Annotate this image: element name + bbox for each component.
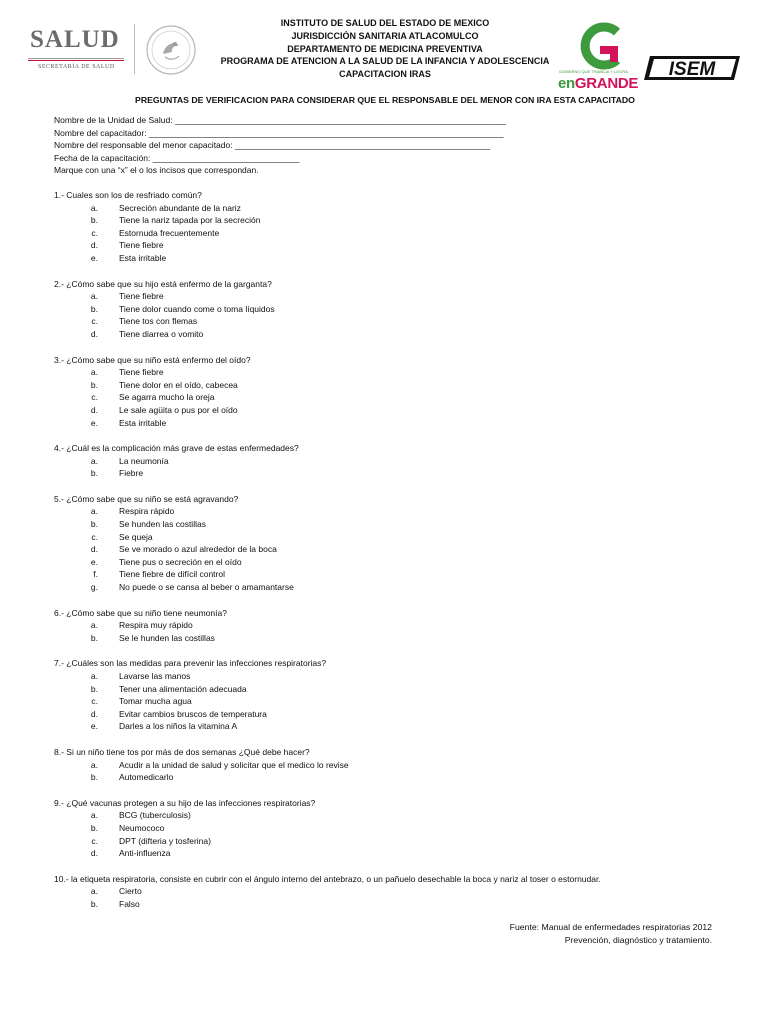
question-text: 5.- ¿Cómo sabe que su niño se está agravando? — [54, 493, 239, 504]
question-text: 3.- ¿Cómo sabe que su niño está enfermo del oído? — [54, 354, 251, 365]
engrande-en: en — [558, 75, 575, 92]
field-trainer-name: Nombre del capacitador: ___________________________________________________________________________ — [54, 127, 504, 138]
answer-option[interactable] — [54, 898, 734, 911]
option-letter: b. — [90, 468, 98, 479]
option-text: Tiene tos con flemas — [119, 316, 198, 327]
document-header — [205, 17, 565, 81]
option-text: Tiene fiebre — [119, 367, 164, 378]
answer-option[interactable] — [54, 214, 734, 227]
answer-option[interactable] — [54, 632, 734, 645]
answer-option[interactable] — [54, 455, 734, 468]
answer-option[interactable] — [54, 695, 734, 708]
option-letter: a. — [90, 886, 98, 897]
salud-logo-word: SALUD — [30, 26, 120, 53]
option-letter: a. — [90, 671, 98, 681]
answer-option[interactable] — [54, 531, 734, 544]
option-text: Se hunden las costillas — [119, 519, 206, 530]
option-text: Se ve morado o azul alrededor de la boca — [119, 544, 277, 555]
question-block — [54, 278, 734, 341]
option-text: BCG (tuberculosis) — [119, 810, 191, 821]
isem-logo-text: ISEM — [668, 59, 716, 80]
answer-option[interactable] — [54, 202, 734, 215]
option-letter: c. — [91, 835, 98, 846]
answer-option[interactable] — [54, 708, 734, 721]
question-text: 10.- la etiqueta respiratoria, consiste en cubrir con el ángulo interno del antebrazo, o un pañuelo desechable la boca y nariz al toser o estornudar. — [54, 873, 601, 884]
engrande-slogan: GOBIERNO QUE TRABAJA Y LOGRA — [559, 69, 628, 74]
option-letter: a. — [90, 759, 98, 770]
option-text: Respira rápido — [119, 506, 175, 517]
question-block — [54, 607, 734, 645]
engrande-grande: GRANDE — [574, 75, 639, 92]
question-text: 1.- Cuales son los de resfriado común? — [54, 190, 202, 200]
answer-option[interactable] — [54, 619, 734, 632]
option-letter: d. — [90, 404, 98, 415]
option-text: Tomar mucha agua — [119, 696, 192, 707]
option-letter: c. — [91, 392, 98, 403]
answer-option[interactable] — [54, 683, 734, 696]
option-letter: c. — [91, 316, 98, 327]
option-letter: b. — [90, 379, 98, 390]
option-letter: b. — [90, 519, 98, 530]
option-letter: a. — [90, 506, 98, 517]
option-text: Cierto — [119, 886, 142, 897]
answer-option[interactable] — [54, 568, 734, 581]
option-text: No puede o se cansa al beber o amamantarse — [119, 582, 294, 593]
answer-option[interactable] — [54, 543, 734, 556]
question-text: 4.- ¿Cuál es la complicación más grave de estas enfermedades? — [54, 443, 299, 454]
salud-logo — [22, 22, 132, 74]
option-text: Tiene fiebre — [119, 291, 164, 302]
option-letter: a. — [90, 810, 98, 821]
option-letter: a. — [90, 620, 98, 631]
option-letter: g. — [90, 582, 98, 593]
option-text: La neumonía — [119, 455, 169, 466]
option-text: Estornuda frecuentemente — [119, 227, 220, 238]
answer-option[interactable] — [54, 822, 734, 835]
question-text: 9.- ¿Qué vacunas protegen a su hijo de las infecciones respiratorias? — [54, 797, 316, 808]
answer-option[interactable] — [54, 556, 734, 569]
isem-logo — [642, 54, 742, 82]
header-line-department: DEPARTAMENTO DE MEDICINA PREVENTIVA — [287, 43, 483, 54]
option-letter: d. — [90, 544, 98, 555]
questionnaire — [54, 189, 734, 924]
field-training-date: Fecha de la capacitación: _______________________________ — [54, 152, 300, 163]
question-text: 8.- Si un niño tiene tos por más de dos semanas ¿Qué debe hacer? — [54, 746, 310, 757]
answer-option[interactable] — [54, 404, 734, 417]
header-line-institute: INSTITUTO DE SALUD DEL ESTADO DE MEXICO — [280, 18, 490, 28]
option-text: Le sale agüita o pus por el oído — [119, 404, 238, 415]
answer-option[interactable] — [54, 315, 734, 328]
answer-option[interactable] — [54, 252, 734, 265]
answer-option[interactable] — [54, 303, 734, 316]
option-text: Esta irritable — [119, 417, 167, 428]
header-line-program: PROGRAMA DE ATENCION A LA SALUD DE LA INFANCIA Y ADOLESCENCIA — [220, 56, 550, 67]
source-line-2: Prevención, diagnóstico y tratamiento. — [564, 935, 712, 945]
answer-option[interactable] — [54, 239, 734, 252]
option-text: Lavarse las manos — [119, 671, 191, 681]
option-letter: b. — [90, 303, 98, 314]
option-text: Tiene diarrea o vomito — [119, 328, 204, 339]
question-block — [54, 797, 734, 860]
document-title: PREGUNTAS DE VERIFICACION PARA CONSIDERAR QUE EL RESPONSABLE DEL MENOR CON IRA ESTA CAPACITADO — [135, 95, 635, 105]
question-block — [54, 442, 734, 480]
option-text: Automedicarlo — [119, 772, 174, 783]
question-block — [54, 493, 734, 594]
question-block — [54, 746, 734, 784]
header-line-training: CAPACITACION IRAS — [339, 69, 431, 80]
option-text: Falso — [119, 898, 140, 909]
option-text: Tiene fiebre — [119, 240, 164, 251]
option-letter: d. — [90, 240, 98, 251]
answer-option[interactable] — [54, 328, 734, 341]
question-block — [54, 354, 734, 430]
option-text: Anti-influenza — [119, 848, 171, 859]
question-block — [54, 657, 734, 733]
answer-option[interactable] — [54, 366, 734, 379]
engrande-logo — [555, 22, 641, 90]
question-text: 7.- ¿Cuáles son las medidas para prevenir las infecciones respiratorias? — [54, 658, 327, 669]
option-text: Tener una alimentación adecuada — [119, 683, 247, 694]
option-letter: e. — [90, 417, 98, 428]
option-letter: a. — [90, 291, 98, 302]
answer-option[interactable] — [54, 227, 734, 240]
option-letter: c. — [91, 696, 98, 707]
option-letter: b. — [90, 772, 98, 783]
option-letter: f. — [93, 569, 98, 580]
answer-option[interactable] — [54, 505, 734, 518]
option-text: Acudir a la unidad de salud y solicitar que el medico lo revise — [119, 759, 349, 770]
option-letter: e. — [90, 556, 98, 567]
option-letter: c. — [91, 531, 98, 542]
question-block — [54, 873, 734, 911]
option-text: Fiebre — [119, 468, 144, 479]
option-letter: a. — [90, 455, 98, 466]
salud-logo-rule-red — [28, 60, 124, 61]
answer-option[interactable] — [54, 847, 734, 860]
option-letter: b. — [90, 898, 98, 909]
engrande-wordmark — [558, 75, 638, 92]
option-letter: b. — [90, 822, 98, 833]
question-text: 6.- ¿Cómo sabe que su niño tiene neumonía? — [54, 607, 227, 618]
option-text: Tiene pus o secreción en el oído — [119, 556, 242, 567]
logo-divider — [134, 24, 135, 74]
option-letter: b. — [90, 215, 98, 226]
form-section — [54, 114, 554, 177]
question-text: 2.- ¿Cómo sabe que su hijo está enfermo de la garganta? — [54, 278, 272, 289]
answer-option[interactable] — [54, 417, 734, 430]
answer-option[interactable] — [54, 467, 734, 480]
option-text: Tiene dolor cuando come o toma líquidos — [119, 303, 275, 314]
option-letter: b. — [90, 632, 98, 643]
question-block — [54, 189, 734, 265]
form-instruction: Marque con una “x” el o los incisos que correspondan. — [54, 165, 259, 176]
option-text: Respira muy rápido — [119, 620, 193, 631]
answer-option[interactable] — [54, 771, 734, 784]
answer-option[interactable] — [54, 835, 734, 848]
answer-option[interactable] — [54, 885, 734, 898]
header-line-jurisdiction: JURISDICCIÓN SANITARIA ATLACOMULCO — [291, 30, 479, 41]
answer-option[interactable] — [54, 581, 734, 594]
field-health-unit: Nombre de la Unidad de Salud: ______________________________________________________________________ — [54, 115, 506, 125]
option-letter: a. — [90, 202, 98, 213]
option-letter: e. — [90, 721, 98, 732]
option-text: DPT (difteria y tosferina) — [119, 835, 211, 846]
option-letter: e. — [90, 252, 98, 263]
salud-logo-rule — [28, 58, 124, 59]
option-letter: b. — [90, 683, 98, 694]
option-letter: d. — [90, 848, 98, 859]
option-letter: a. — [90, 367, 98, 378]
option-text: Tiene la nariz tapada por la secreción — [119, 215, 261, 226]
option-text: Darles a los niños la vitamina A — [119, 721, 238, 732]
option-text: Secreción abundante de la nariz — [119, 202, 241, 213]
option-text: Tiene fiebre de difícil control — [119, 569, 225, 580]
option-text: Se agarra mucho la oreja — [119, 392, 215, 403]
answer-option[interactable] — [54, 391, 734, 404]
answer-option[interactable] — [54, 809, 734, 822]
answer-option[interactable] — [54, 720, 734, 733]
answer-option[interactable] — [54, 379, 734, 392]
option-text: Se queja — [119, 531, 153, 542]
engrande-g-icon — [555, 22, 641, 70]
option-text: Esta irritable — [119, 252, 167, 263]
answer-option[interactable] — [54, 518, 734, 531]
option-letter: d. — [90, 708, 98, 719]
option-text: Se le hunden las costillas — [119, 632, 215, 643]
answer-option[interactable] — [54, 670, 734, 683]
mexico-seal-icon — [145, 24, 197, 76]
source-note — [510, 921, 712, 947]
option-letter: d. — [90, 328, 98, 339]
answer-option[interactable] — [54, 759, 734, 772]
option-letter: c. — [91, 227, 98, 238]
answer-option[interactable] — [54, 290, 734, 303]
option-text: Tiene dolor en el oído, cabecea — [119, 379, 238, 390]
source-line-1: Fuente: Manual de enfermedades respiratorias 2012 — [509, 922, 712, 932]
field-guardian-name: Nombre del responsable del menor capacitado: ______________________________________________________ — [54, 140, 491, 151]
option-text: Evitar cambios bruscos de temperatura — [119, 708, 267, 719]
option-text: Neumococo — [119, 822, 165, 833]
salud-logo-subtitle: SECRETARÍA DE SALUD — [38, 64, 115, 70]
